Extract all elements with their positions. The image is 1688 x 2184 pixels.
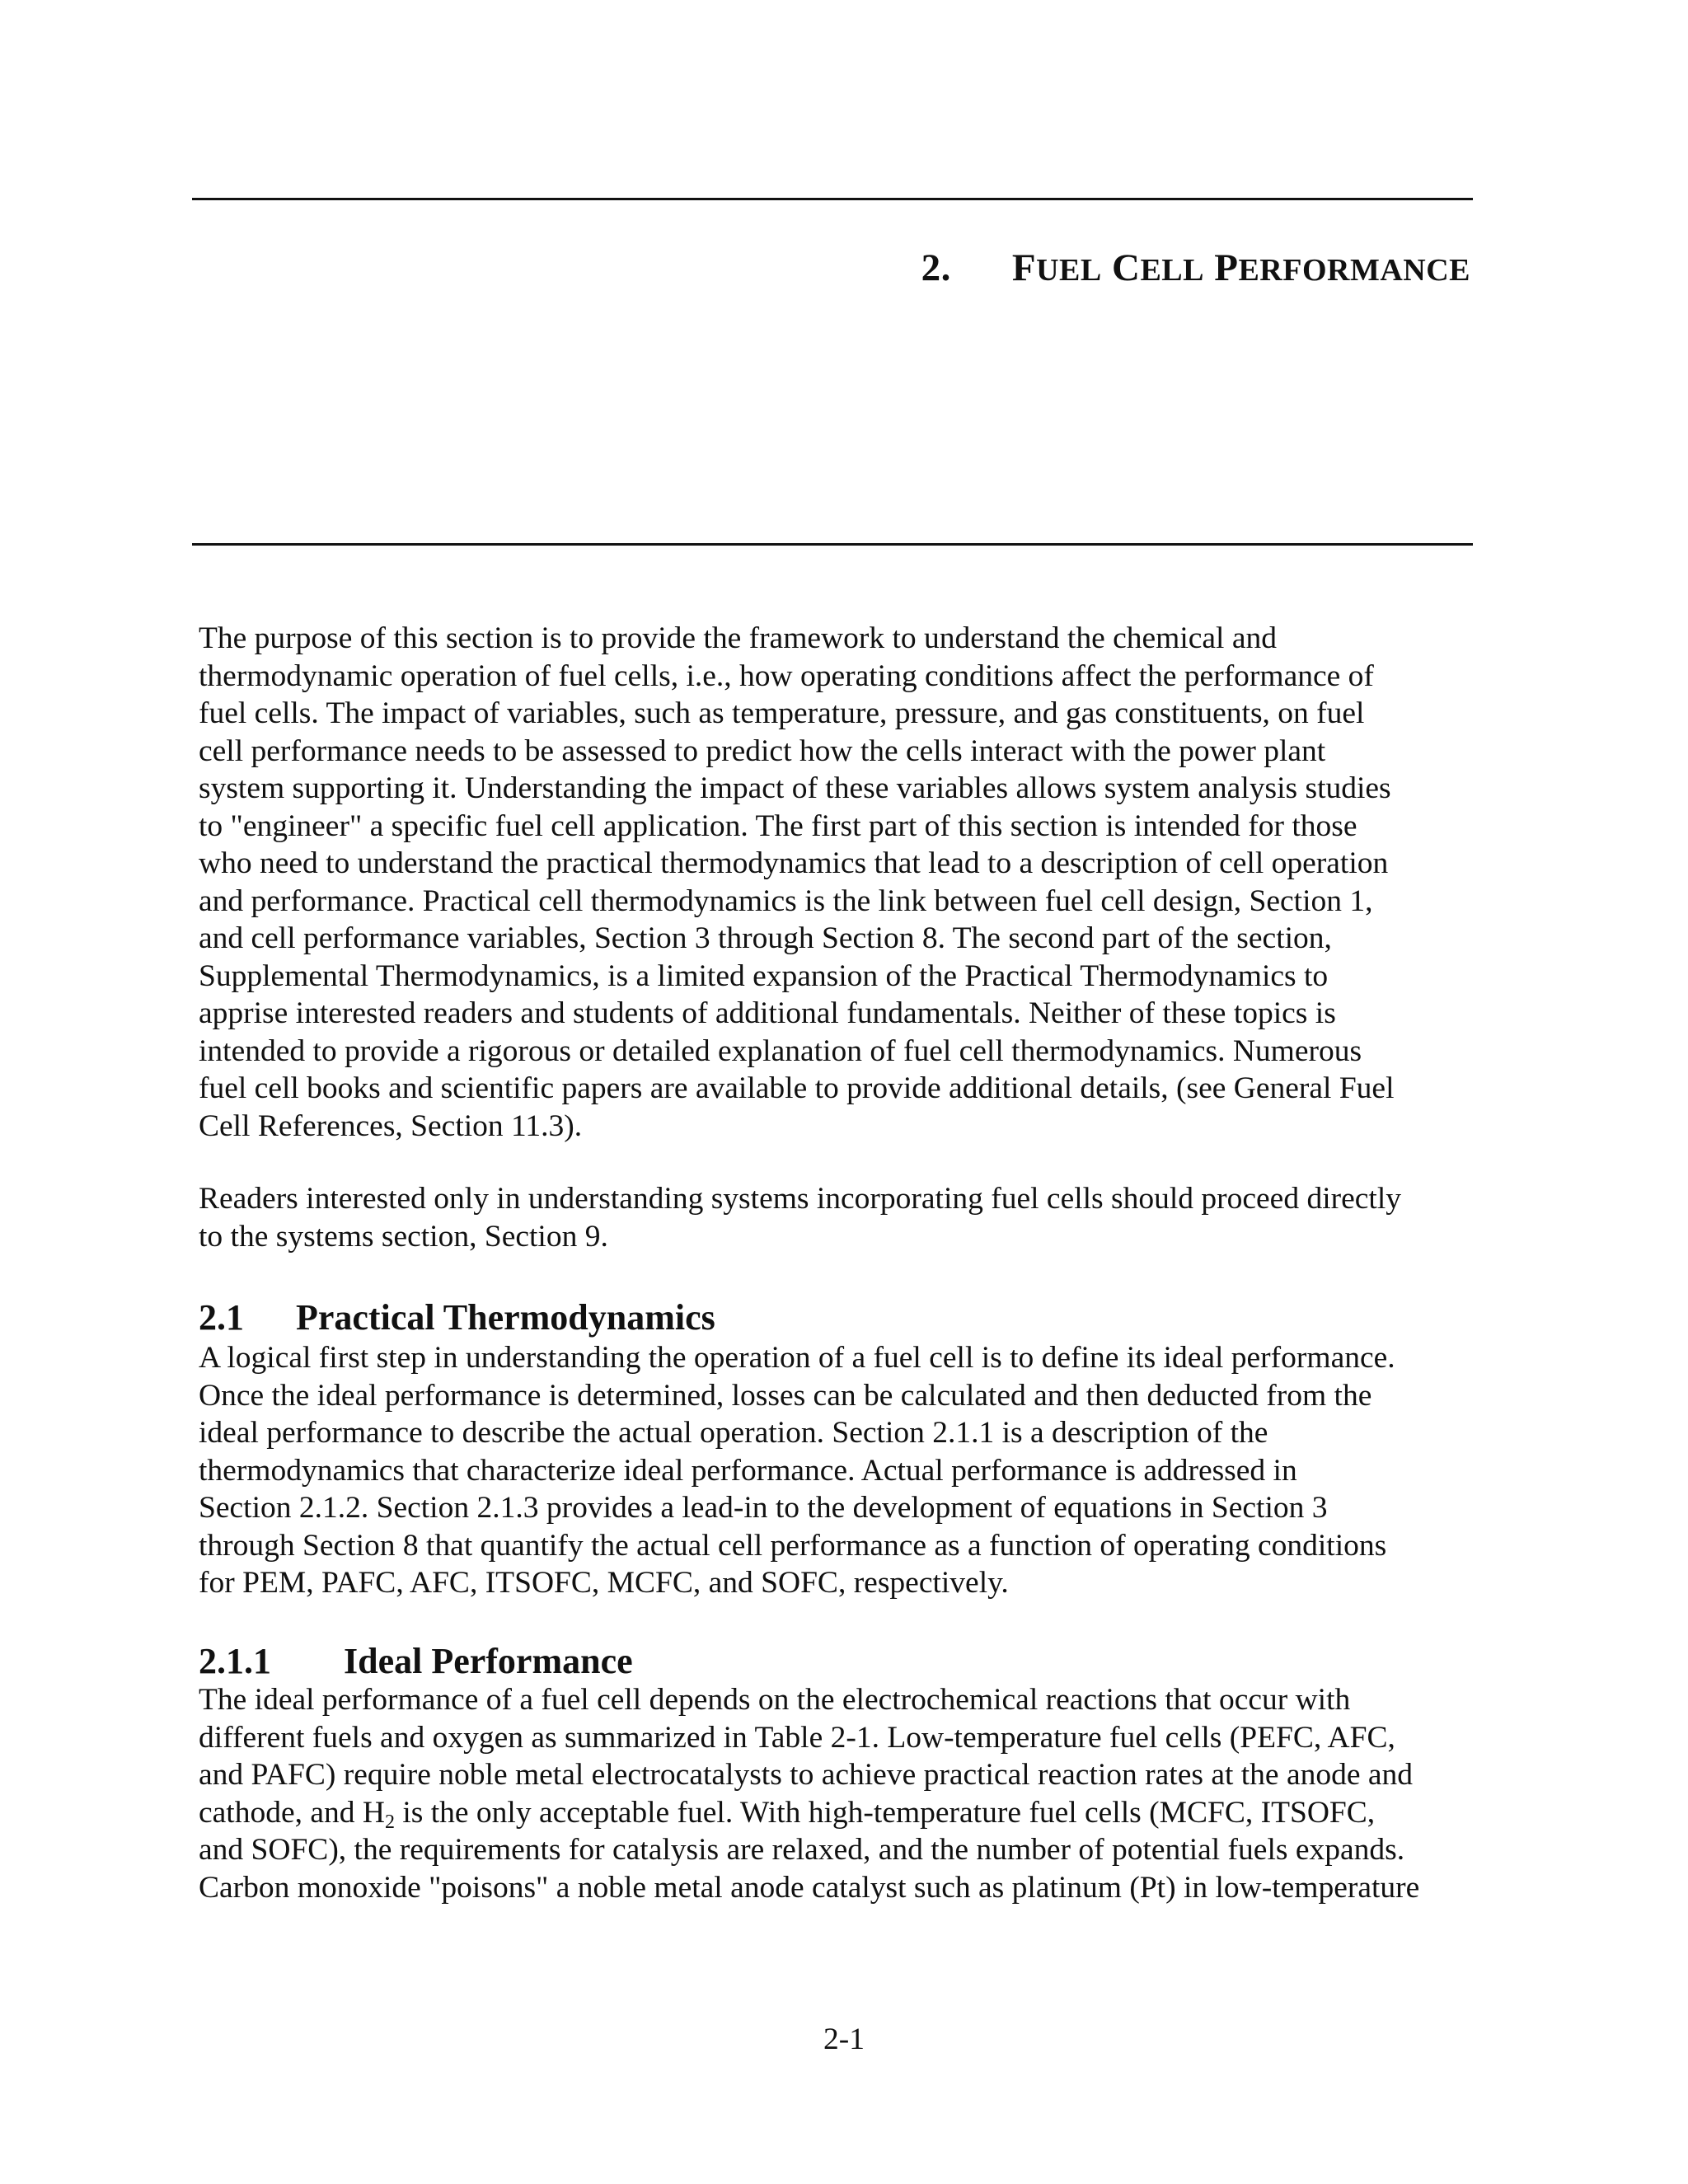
text-line: who need to understand the practical thermodynamics that lead to a description of cell operation [199,846,1389,880]
chapter-title [921,246,1470,290]
text-line: Readers interested only in understanding systems incorporating fuel cells should proceed directly [199,1182,1401,1216]
subsection-title: Ideal Performance [344,1641,633,1681]
subsection-number: 2.1.1 [199,1641,271,1681]
page-number: 2-1 [823,2022,865,2056]
section-2-1-1-paragraph [199,1681,1484,1906]
text-line: and PAFC) require noble metal electrocatalysts to achieve practical reaction rates at the anode and [199,1758,1414,1792]
text-line: fuel cells. The impact of variables, such as temperature, pressure, and gas constituents, on fuel [199,696,1365,730]
text-line: intended to provide a rigorous or detailed explanation of fuel cell thermodynamics. Numerous [199,1033,1362,1068]
text-line: Supplemental Thermodynamics, is a limited expansion of the Practical Thermodynamics to [199,958,1329,993]
top-rule [192,198,1473,200]
chapter-title-word-3: PERFORMANCE [1214,246,1470,289]
text-line: to the systems section, Section 9. [199,1219,608,1254]
text-line: The ideal performance of a fuel cell depends on the electrochemical reactions that occur with [199,1683,1351,1717]
section-number: 2.1 [199,1297,244,1338]
text-line: system supporting it. Understanding the impact of these variables allows system analysis studies [199,771,1391,805]
chapter-title-word-2: CELL [1111,246,1204,289]
section-2-1-paragraph [199,1339,1484,1602]
text-line: and cell performance variables, Section 3 through Section 8. The second part of the section, [199,921,1332,955]
text-line: Carbon monoxide "poisons" a noble metal anode catalyst such as platinum (Pt) in low-temperature [199,1870,1420,1905]
text-line: ideal performance to describe the actual operation. Section 2.1.1 is a description of the [199,1416,1268,1450]
text-line-with-subscript: cathode, and $H_2$ is the only acceptable fuel. With high-temperature fuel cells (MCFC, ITSOFC, [199,1795,1376,1833]
chapter-title-word-1: FUEL [1011,246,1102,289]
text-line: The purpose of this section is to provide the framework to understand the chemical and [199,621,1277,655]
intro-paragraph-1 [199,620,1484,1145]
text-line: for PEM, PAFC, AFC, ITSOFC, MCFC, and SOFC, respectively. [199,1566,1009,1600]
text-line: and SOFC), the requirements for catalysis are relaxed, and the number of potential fuels expands. [199,1833,1405,1867]
text-line: Once the ideal performance is determined, losses can be calculated and then deducted from the [199,1378,1372,1413]
text-line: cell performance needs to be assessed to predict how the cells interact with the power plant [199,733,1326,768]
chapter-number: 2. [921,246,951,289]
text-line: through Section 8 that quantify the actual cell performance as a function of operating conditions [199,1528,1387,1563]
text-line: apprise interested readers and students of additional fundamentals. Neither of these topics is [199,996,1336,1030]
bottom-rule [192,543,1473,546]
section-heading-2-1-1 [199,1640,633,1682]
text-line: to "engineer" a specific fuel cell application. The first part of this section is intended for those [199,808,1357,843]
section-heading-2-1 [199,1296,715,1338]
text-line: Section 2.1.2. Section 2.1.3 provides a lead-in to the development of equations in Section 3 [199,1491,1328,1525]
text-line: thermodynamics that characterize ideal performance. Actual performance is addressed in [199,1453,1297,1488]
text-line: and performance. Practical cell thermodynamics is the link between fuel cell design, Section 1, [199,883,1373,918]
text-line: fuel cell books and scientific papers are available to provide additional details, (see General Fuel [199,1071,1395,1105]
intro-paragraph-2 [199,1180,1484,1255]
section-title: Practical Thermodynamics [296,1297,715,1338]
text-line: Cell References, Section 11.3). [199,1108,583,1143]
text-line: A logical first step in understanding the operation of a fuel cell is to define its ideal performance. [199,1341,1395,1375]
text-line: thermodynamic operation of fuel cells, i.e., how operating conditions affect the performance of [199,658,1374,693]
text-line: different fuels and oxygen as summarized in Table 2-1. Low-temperature fuel cells (PEFC, AFC, [199,1720,1395,1755]
subscript: 2 [384,1811,395,1833]
